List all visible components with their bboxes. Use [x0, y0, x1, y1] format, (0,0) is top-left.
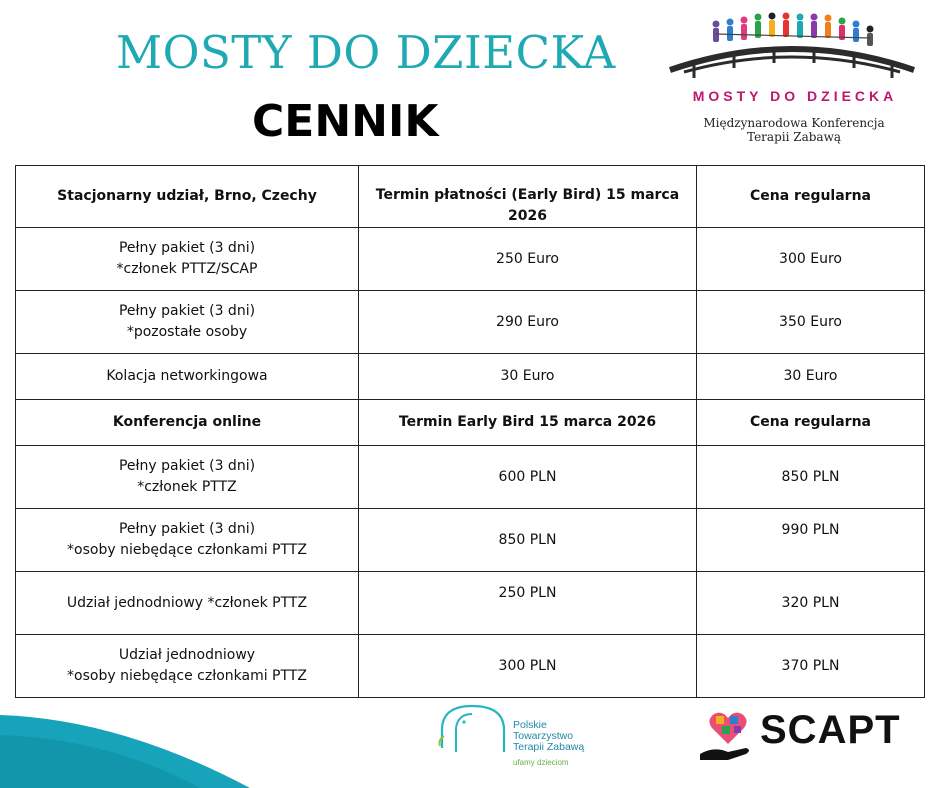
item-line: Pełny pakiet (3 dni)	[118, 521, 256, 537]
table-header-row	[16, 166, 925, 228]
table-header-row	[16, 400, 925, 446]
regular-price-cell: 350 Euro	[697, 291, 925, 354]
pttz-logo-tagline: ufamy dzieciom	[513, 758, 569, 767]
early-price-cell: 250 Euro	[359, 228, 697, 291]
item-line: *osoby niebędące członkami PTTZ	[67, 668, 307, 684]
item-line: Pełny pakiet (3 dni)	[118, 240, 256, 256]
item-cell	[16, 291, 359, 354]
header-cell: Cena regularna	[697, 166, 925, 228]
table-row	[16, 509, 925, 572]
item-cell	[16, 635, 359, 698]
regular-price-cell: 300 Euro	[697, 228, 925, 291]
header-cell: Termin płatności (Early Bird) 15 marca 2026	[359, 166, 697, 228]
early-price-cell: 850 PLN	[359, 509, 697, 572]
logo-description	[664, 116, 924, 144]
pttz-logo	[436, 700, 606, 772]
item-line: *członek PTTZ	[137, 479, 237, 495]
logo-description-line2: Terapii Zabawą	[747, 130, 841, 144]
item-line: *członek PTTZ/SCAP	[116, 261, 258, 277]
table-row	[16, 446, 925, 509]
item-cell: Udział jednodniowy *członek PTTZ	[16, 572, 359, 635]
header-cell: Termin Early Bird 15 marca 2026	[359, 400, 697, 446]
scapt-logo-text: SCAPT	[760, 708, 901, 752]
regular-price-cell: 370 PLN	[697, 635, 925, 698]
header-cell: Stacjonarny udział, Brno, Czechy	[16, 166, 359, 228]
elephant-icon	[436, 700, 512, 760]
early-price-cell: 30 Euro	[359, 354, 697, 400]
scapt-logo	[698, 708, 901, 764]
logo-description-line1: Międzynarodowa Konferencja	[703, 116, 885, 130]
price-table	[15, 165, 925, 698]
item-line: Udział jednodniowy	[118, 647, 256, 663]
item-cell	[16, 446, 359, 509]
bridge-children-icon	[664, 8, 922, 88]
item-cell: Kolacja networkingowa	[16, 354, 359, 400]
regular-price-cell: 30 Euro	[697, 354, 925, 400]
item-line: Pełny pakiet (3 dni)	[118, 303, 256, 319]
regular-price-cell: 320 PLN	[697, 572, 925, 635]
early-price-cell: 600 PLN	[359, 446, 697, 509]
item-line: Pełny pakiet (3 dni)	[118, 458, 256, 474]
table-row	[16, 635, 925, 698]
heart-hand-icon	[698, 708, 758, 764]
table-row	[16, 572, 925, 635]
header-cell: Cena regularna	[697, 400, 925, 446]
page-title: MOSTY DO DZIECKA	[116, 26, 616, 79]
table-row	[16, 354, 925, 400]
item-line: *osoby niebędące członkami PTTZ	[67, 542, 307, 558]
regular-price-cell: 990 PLN	[697, 509, 925, 572]
item-cell	[16, 228, 359, 291]
header-cell: Konferencja online	[16, 400, 359, 446]
item-cell	[16, 509, 359, 572]
item-line: *pozostałe osoby	[126, 324, 248, 340]
regular-price-cell: 850 PLN	[697, 446, 925, 509]
logo-name: MOSTY DO DZIECKA	[692, 88, 898, 104]
decorative-wave-icon	[0, 705, 300, 788]
conference-logo	[664, 8, 922, 148]
pttz-logo-text: Polskie Towarzystwo Terapii Zabawą	[513, 719, 585, 753]
early-price-cell: 290 Euro	[359, 291, 697, 354]
early-price-cell: 300 PLN	[359, 635, 697, 698]
children-figures	[713, 13, 874, 47]
page-subtitle: CENNIK	[252, 96, 439, 147]
table-row	[16, 291, 925, 354]
early-price-cell: 250 PLN	[359, 572, 697, 635]
table-row	[16, 228, 925, 291]
